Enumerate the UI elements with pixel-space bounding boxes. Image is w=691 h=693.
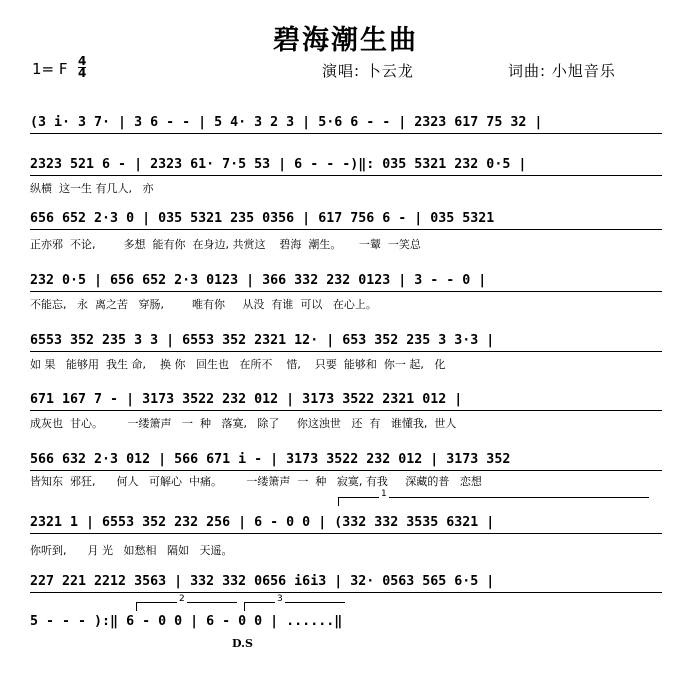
volta-number: 1 — [381, 489, 387, 499]
score-line-10-notes: 5 - - - ):‖ 6 - 0 0 | 6 - 0 0 | ......‖ — [30, 614, 343, 629]
volta-bracket-1 — [338, 489, 649, 506]
score-line-8-lyrics: 你听到, 月 光 如愁相 隔如 天遥。 — [30, 544, 233, 557]
underline — [30, 468, 662, 471]
underline — [30, 349, 662, 352]
time-signature-bottom: 4 — [78, 66, 87, 80]
key-signature: 1= F — [32, 60, 68, 78]
score-line-7-lyrics: 皆知东 邪狂, 何人 可解心 中痛。 一缕箫声 一 种 寂寞, 有我 深藏的普 恋想 — [30, 475, 482, 488]
score-line-1-lyrics — [30, 137, 662, 153]
underline — [30, 173, 662, 176]
score-line-1-notes: (3 i· 3 7· | 3 6 - - | 5 4· 3 2 3 | 5·6 6 - - | 2323 617 75 32 | — [30, 115, 543, 130]
score-line-2-notes: 2323 521 6 - | 2323 61· 7·5 53 | 6 - - -)‖: 035 5321 232 0·5 | — [30, 157, 527, 172]
score-line-7-notes: 566 632 2·3 012 | 566 671 i - | 3173 3522 232 012 | 3173 352 — [30, 452, 511, 467]
underline — [30, 289, 662, 292]
underline — [30, 131, 662, 134]
score-line-5-notes: 6553 352 235 3 3 | 6553 352 2321 12· | 653 352 235 3 3·3 | — [30, 333, 495, 348]
underline — [30, 531, 662, 534]
dal-segno-marking: D.S — [232, 637, 253, 650]
underline — [30, 590, 662, 593]
volta-bracket-3 — [244, 594, 345, 611]
singer-credit: 演唱: 卜云龙 — [322, 62, 414, 80]
score-line-5-lyrics: 如 果 能够用 我生 命, 换 你 回生也 在所不 惜, 只要 能够和 你一 起, 化 — [30, 358, 446, 371]
time-signature — [78, 56, 86, 79]
score-line-8-notes: 2321 1 | 6553 352 232 256 | 6 - 0 0 | (332 332 3535 6321 | — [30, 515, 495, 530]
volta-number: 3 — [277, 594, 283, 604]
composer-credit: 词曲: 小旭音乐 — [508, 62, 616, 80]
volta-number: 2 — [179, 594, 185, 604]
score-line-3-notes: 656 652 2·3 0 | 035 5321 235 0356 | 617 756 6 - | 035 5321 — [30, 211, 495, 226]
volta-bracket-2 — [136, 594, 237, 611]
score-line-3-lyrics: 正亦邪 不论, 多想 能有你 在身边, 共赏这 碧海 潮生。 一颦 一笑总 — [30, 238, 421, 251]
score-line-4-notes: 232 0·5 | 656 652 2·3 0123 | 366 332 232 0123 | 3 - - 0 | — [30, 273, 487, 288]
score-line-2-lyrics: 纵横 这一生 有几人, 亦 — [30, 182, 154, 195]
underline — [30, 227, 662, 230]
score-line-4-lyrics: 不能忘, 永 离之苦 穿肠, 唯有你 从没 有谁 可以 在心上。 — [30, 298, 377, 311]
score-line-6-lyrics: 成灰也 甘心。 一缕箫声 一 种 落寞, 除了 你这浊世 还 有 谁懂我, 世人 — [30, 417, 457, 430]
underline — [30, 408, 662, 411]
score-line-6-notes: 671 167 7 - | 3173 3522 232 012 | 3173 3522 2321 012 | — [30, 392, 463, 407]
time-signature-top: 4 — [78, 54, 87, 68]
song-title: 碧海潮生曲 — [273, 25, 418, 56]
score-line-9-notes: 227 221 2212 3563 | 332 332 0656 i6i3 | 32· 0563 565 6·5 | — [30, 574, 495, 589]
